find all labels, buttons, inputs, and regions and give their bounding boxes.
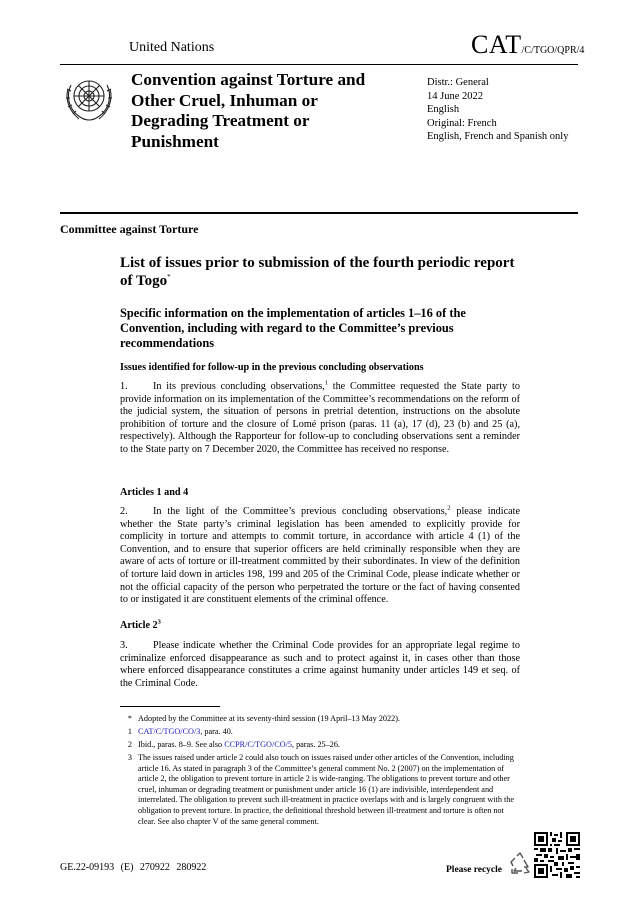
paragraph-number: 1. xyxy=(120,381,128,392)
un-emblem-icon xyxy=(62,71,116,125)
section-article-2-text: Article 2 xyxy=(120,620,158,631)
paragraph-text: In its previous concluding observations, xyxy=(153,381,325,392)
distribution-original: Original: French xyxy=(427,117,497,129)
paragraph-1 xyxy=(120,381,520,457)
distribution-languages: English, French and Spanish only xyxy=(427,131,569,143)
paragraph-text: please indicate whether the State party’s criminal legislation has been amended to explicitly provide for complicity in torture and attempts to commit torture, in accordance with article 4 (1) of the Convention, and to ensure that superior officers are held criminally responsible when they are aware of acts of torture or ill-treatment committed by their subordinates. In view of the definition of torture laid down in articles 198, 199 and 205 of the Criminal Code, please indicate whether or not the official capacity of the person who perpetrated the torture or the fact of having consented to or instigated it are constituent elements of the criminal offence. xyxy=(120,506,520,606)
committee-name: Committee against Torture xyxy=(60,222,199,236)
job-number: GE.22-09193 (E) 270922 280922 xyxy=(60,862,207,873)
paragraph-text: In the light of the Committee’s previous concluding observations, xyxy=(153,506,448,517)
symbol-suffix: /C/TGO/QPR/4 xyxy=(521,45,585,56)
footnote-text: Ibid., paras. 8–9. See also xyxy=(138,740,225,749)
document-symbol xyxy=(471,30,584,60)
footnote-mark: 1 xyxy=(127,727,132,736)
section-articles-1-4-heading: Articles 1 and 4 xyxy=(120,487,189,498)
footnote-text: , para. 40. xyxy=(200,727,233,736)
convention-title: Convention against Torture and Other Cruel, Inhuman or Degrading Treatment or Punishment xyxy=(131,70,366,151)
footnote-rule xyxy=(120,706,220,707)
footnote-text: The issues raised under article 2 could also touch on issues raised under other articles of the Convention, including article 16. As stated in paragraph 3 of the Committee’s general comment No. 2 (2007) on the implementation of article 2, the obligation to prevent torture in article 2 is wide-ranging. The obligations to prevent torture and other cruel, inhuman or degrading treatment or punishment under article 16 (1) are indivisible, interdependent and interrelated. The obligation to prevent such ill-treatment in practice overlaps with and is largely congruent with the obligation to prevent torture. In practice, the definitional threshold between ill-treatment and torture is often not clear. See also chapter V of the same general comment. xyxy=(138,753,514,826)
paragraph-3 xyxy=(120,640,520,690)
document-title xyxy=(120,254,520,290)
footnote-star xyxy=(117,714,523,725)
organization-name: United Nations xyxy=(129,40,215,55)
document-title-text: List of issues prior to submission of the fourth periodic report of Togo xyxy=(120,255,515,289)
distribution-line: Distr.: General xyxy=(427,77,489,88)
paragraph-text: Please indicate whether the Criminal Code provides for an appropriate legal regime to criminalize enforced disappearance as such and to protect against it, in cases other than those where enforced disappearance constitutes a crime against humanity under articles 149 et seq. of the Criminal Code. xyxy=(120,640,520,689)
recycle-label: Please recycle xyxy=(446,865,502,875)
title-footnote-mark: * xyxy=(167,273,171,281)
document-link[interactable]: CAT/C/TGO/CO/3 xyxy=(138,727,201,736)
footnote-mark: 3 xyxy=(127,753,132,762)
symbol-main: CAT xyxy=(471,30,522,59)
section-followup-heading: Issues identified for follow-up in the previous concluding observations xyxy=(120,362,424,373)
distribution-block xyxy=(427,76,568,144)
header-rule xyxy=(60,64,578,65)
footnote-1 xyxy=(117,727,523,738)
paragraph-number: 2. xyxy=(120,506,128,517)
footnote-ref: 1 xyxy=(324,379,328,387)
footnote-text: Adopted by the Committee at its seventy-third session (19 April–13 May 2022). xyxy=(138,714,400,723)
distribution-date: 14 June 2022 xyxy=(427,90,483,102)
section-article-2-heading xyxy=(120,620,161,631)
distribution-language: English xyxy=(427,104,460,116)
recycle-icon xyxy=(508,852,532,876)
subtitle: Specific information on the implementation of articles 1–16 of the Convention, including with regard to the Committee’s previous recommendations xyxy=(120,306,466,351)
footnote-3 xyxy=(117,753,523,827)
paragraph-2 xyxy=(120,506,520,607)
footnote-ref: 3 xyxy=(157,618,161,626)
paragraph-text: the Committee requested the State party to provide information on its implementation of the Committee’s recommendations on the reform of the judicial system, the situation of persons in pretrial detention, instructions on the absolute prohibition of torture and the closure of Lomé prison (paras. 11 (a), 17 (d), 23 (b) and 25 (a), respectively). Although the Rapporteur for follow-up to concluding observations sent a reminder to the State party on 7 December 2020, the Committee has received no response. xyxy=(120,381,520,455)
qr-code-icon xyxy=(534,832,580,878)
footnote-mark: * xyxy=(127,714,132,723)
paragraph-number: 3. xyxy=(120,640,128,651)
footnote-ref: 2 xyxy=(447,504,451,512)
footnote-text: , paras. 25–26. xyxy=(291,740,340,749)
footnote-mark: 2 xyxy=(127,740,132,749)
heavy-rule xyxy=(60,212,578,214)
footnote-2 xyxy=(117,740,523,751)
document-link[interactable]: CCPR/C/TGO/CO/5 xyxy=(224,740,292,749)
